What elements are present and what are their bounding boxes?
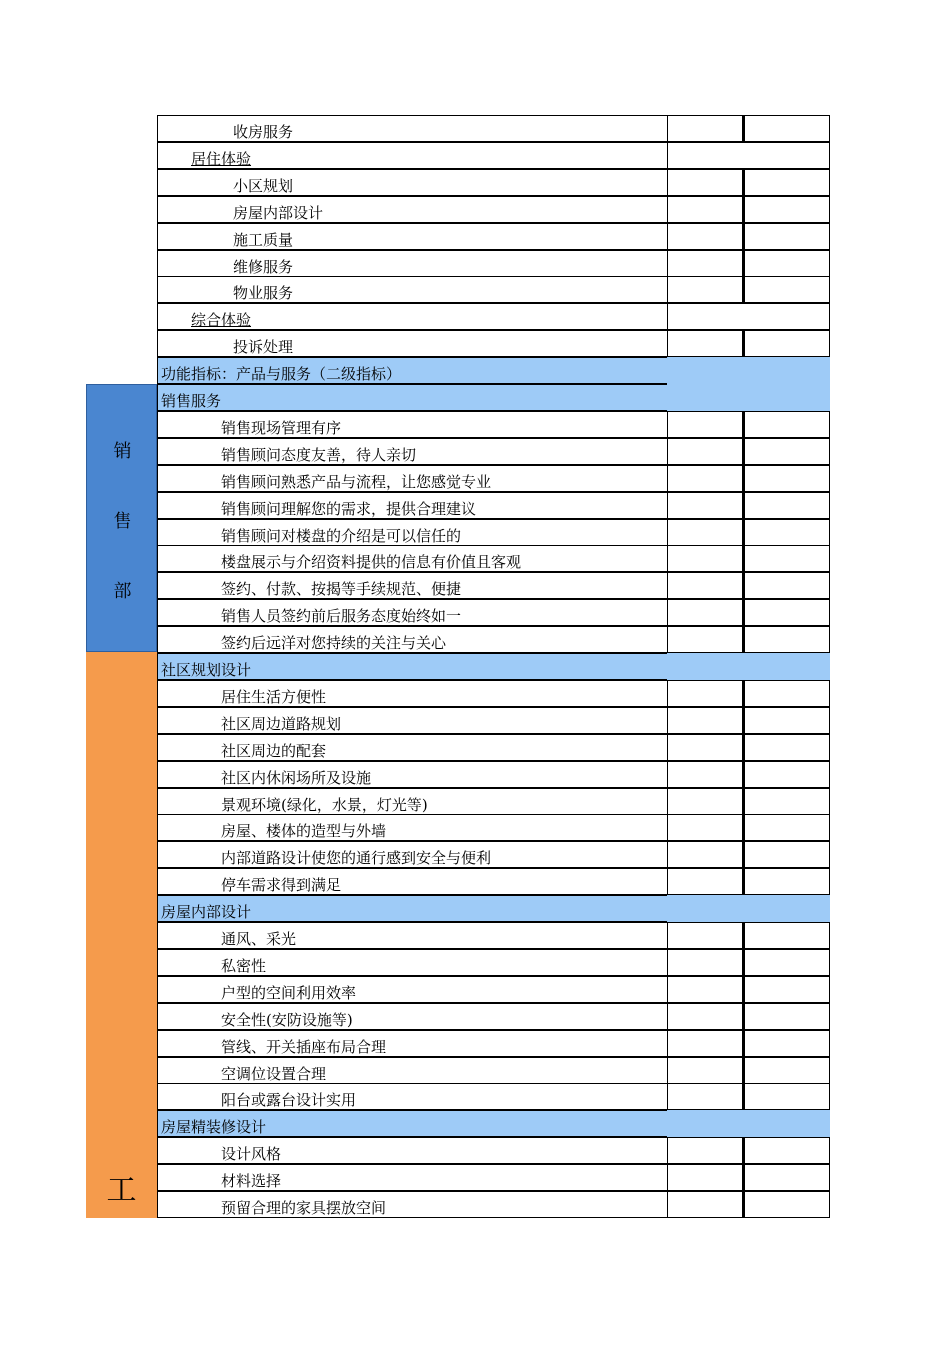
merged-score-cell [667,142,830,169]
score-cell-2[interactable] [743,465,830,492]
table-row [157,895,830,922]
score-cell-2[interactable] [743,707,830,734]
row-label [157,250,667,277]
score-cell-2[interactable] [743,976,830,1003]
row-label [157,169,667,196]
table-row [157,303,830,330]
row-label [157,734,667,761]
row-label [157,492,667,519]
score-cell-2[interactable] [743,1030,830,1057]
score-cell-2[interactable] [743,680,830,707]
row-label [157,1164,667,1191]
table-row [157,599,830,626]
row-label [157,1110,667,1137]
row-label-text: 预留合理的家具摆放空间 [221,1199,387,1217]
row-label [157,814,667,841]
row-label-text: 私密性 [221,957,267,975]
score-cell-1[interactable] [667,438,743,465]
table-row [157,976,830,1003]
score-cell-1[interactable] [667,1191,743,1218]
row-label-text: 投诉处理 [233,338,294,356]
score-cell-2[interactable] [743,1191,830,1218]
merged-score-cell [667,303,830,330]
row-label-text: 物业服务 [233,284,294,302]
score-cell-1[interactable] [667,922,743,949]
row-label-text: 签约后远洋对您持续的关注与关心 [221,634,447,652]
row-label-text: 居住生活方便性 [221,688,327,706]
row-label-text: 施工质量 [233,231,294,249]
table-row [157,814,830,841]
score-cell-1[interactable] [667,465,743,492]
row-label-text: 销售人员签约前后服务态度始终如一 [221,607,462,625]
score-cell-2[interactable] [743,1083,830,1110]
table-row [157,1110,830,1137]
table-row [157,1191,830,1218]
row-label-text: 销售服务 [161,392,222,410]
row-label-text: 房屋内部设计 [161,903,252,921]
row-label [157,1003,667,1030]
score-cell-1[interactable] [667,276,743,303]
row-label [157,411,667,438]
row-label-text: 安全性(安防设施等) [221,1011,353,1029]
score-cell-2[interactable] [743,438,830,465]
score-cell-1[interactable] [667,976,743,1003]
row-label-text: 管线、开关插座布局合理 [221,1038,387,1056]
row-label [157,895,667,922]
row-label-text: 空调位设置合理 [221,1065,327,1083]
table-row [157,115,830,142]
score-cell-2[interactable] [743,330,830,357]
table-row [157,653,830,680]
table-row [157,1083,830,1110]
score-cell-1[interactable] [667,680,743,707]
row-label [157,115,667,142]
score-cell-2[interactable] [743,814,830,841]
score-cell-1[interactable] [667,223,743,250]
row-label-text: 房屋精装修设计 [161,1118,267,1136]
table-row [157,868,830,895]
score-cell-1[interactable] [667,868,743,895]
score-cell-2[interactable] [743,922,830,949]
table-row [157,223,830,250]
row-label-text: 收房服务 [233,123,294,141]
table-row [157,438,830,465]
row-label [157,1083,667,1110]
score-cell-2[interactable] [743,169,830,196]
row-label-text: 销售顾问对楼盘的介绍是可以信任的 [221,527,462,545]
score-cell-1[interactable] [667,1057,743,1084]
merged-score-cell [667,1110,830,1137]
score-cell-1[interactable] [667,788,743,815]
score-cell-1[interactable] [667,599,743,626]
row-label-text: 销售现场管理有序 [221,419,342,437]
table-row [157,250,830,277]
row-label [157,303,667,330]
row-label-text: 社区周边的配套 [221,742,327,760]
row-label [157,626,667,653]
row-label-text: 停车需求得到满足 [221,876,342,894]
row-label [157,572,667,599]
row-label [157,653,667,680]
table-row [157,384,830,411]
row-label-text: 内部道路设计使您的通行感到安全与便利 [221,849,492,867]
table-row [157,922,830,949]
merged-score-cell [667,653,830,680]
score-cell-1[interactable] [667,949,743,976]
table-row [157,841,830,868]
score-cell-2[interactable] [743,115,830,142]
sales-char-3: 部 [113,581,132,602]
table-row [157,572,830,599]
score-cell-1[interactable] [667,814,743,841]
row-label-text: 房屋、楼体的造型与外墙 [221,822,387,840]
merged-score-cell [667,384,830,411]
row-label [157,707,667,734]
table-row [157,276,830,303]
score-cell-2[interactable] [743,492,830,519]
score-cell-2[interactable] [743,949,830,976]
sales-char-1: 销 [113,441,132,462]
score-cell-1[interactable] [667,545,743,572]
table-row [157,492,830,519]
table-row [157,707,830,734]
row-label-text: 楼盘展示与介绍资料提供的信息有价值且客观 [221,553,522,571]
table-row [157,142,830,169]
engineering-char: 工 [106,1173,137,1208]
row-label [157,868,667,895]
score-cell-1[interactable] [667,1137,743,1164]
row-label-text: 房屋内部设计 [233,204,324,222]
score-cell-2[interactable] [743,223,830,250]
row-label [157,1030,667,1057]
score-cell-2[interactable] [743,868,830,895]
row-label-text: 销售顾问熟悉产品与流程，让您感觉专业 [221,473,492,491]
score-cell-2[interactable] [743,276,830,303]
row-label [157,330,667,357]
table-row [157,330,830,357]
score-cell-1[interactable] [667,1164,743,1191]
row-label [157,841,667,868]
score-cell-1[interactable] [667,169,743,196]
score-cell-1[interactable] [667,572,743,599]
sales-char-2: 售 [113,511,132,532]
row-label-text: 社区内休闲场所及设施 [221,769,372,787]
row-label [157,438,667,465]
table-row [157,357,830,384]
score-cell-1[interactable] [667,734,743,761]
row-label [157,922,667,949]
score-cell-1[interactable] [667,761,743,788]
table-row [157,1164,830,1191]
score-cell-2[interactable] [743,626,830,653]
table-row [157,465,830,492]
row-label-text: 签约、付款、按揭等手续规范、便捷 [221,580,462,598]
row-label [157,465,667,492]
row-label-text: 功能指标：产品与服务（二级指标） [161,365,402,383]
row-label [157,276,667,303]
score-cell-2[interactable] [743,1137,830,1164]
score-cell-2[interactable] [743,1164,830,1191]
row-label-text: 销售顾问态度友善，待人亲切 [221,446,417,464]
score-cell-1[interactable] [667,841,743,868]
table-row [157,545,830,572]
row-label [157,680,667,707]
merged-score-cell [667,895,830,922]
score-cell-1[interactable] [667,411,743,438]
row-label-text: 综合体验 [191,311,252,329]
table-row [157,949,830,976]
row-label-text: 景观环境(绿化，水景，灯光等) [221,796,428,814]
row-label [157,976,667,1003]
score-cell-2[interactable] [743,1057,830,1084]
score-cell-2[interactable] [743,841,830,868]
score-cell-2[interactable] [743,250,830,277]
score-cell-2[interactable] [743,519,830,546]
table-row [157,1030,830,1057]
engineering-department-band [86,652,157,1218]
score-cell-1[interactable] [667,626,743,653]
table-row [157,1057,830,1084]
score-cell-1[interactable] [667,492,743,519]
row-label [157,1191,667,1218]
score-cell-2[interactable] [743,761,830,788]
row-label [157,1137,667,1164]
table-row [157,680,830,707]
table-row [157,411,830,438]
score-cell-1[interactable] [667,707,743,734]
score-cell-2[interactable] [743,599,830,626]
row-label [157,788,667,815]
row-label [157,761,667,788]
row-label-text: 材料选择 [221,1172,282,1190]
table-row [157,519,830,546]
table-row [157,734,830,761]
row-label [157,142,667,169]
table-row [157,169,830,196]
row-label-text: 社区周边道路规划 [221,715,342,733]
row-label [157,196,667,223]
score-cell-1[interactable] [667,330,743,357]
score-cell-2[interactable] [743,788,830,815]
row-label [157,599,667,626]
score-cell-1[interactable] [667,115,743,142]
row-label-text: 设计风格 [221,1145,282,1163]
sales-department-band [86,384,157,652]
row-label-text: 户型的空间利用效率 [221,984,357,1002]
table-row [157,626,830,653]
row-label-text: 通风、采光 [221,930,297,948]
score-cell-1[interactable] [667,1030,743,1057]
row-label [157,384,667,411]
score-cell-2[interactable] [743,572,830,599]
score-cell-1[interactable] [667,250,743,277]
row-label [157,545,667,572]
row-label-text: 阳台或露台设计实用 [221,1091,357,1109]
row-label-text: 居住体验 [191,150,252,168]
table-row [157,1137,830,1164]
row-label [157,223,667,250]
score-cell-2[interactable] [743,734,830,761]
score-cell-1[interactable] [667,196,743,223]
score-cell-2[interactable] [743,1003,830,1030]
score-cell-1[interactable] [667,1083,743,1110]
table-row [157,788,830,815]
row-label [157,949,667,976]
table-row [157,761,830,788]
row-label-text: 小区规划 [233,177,294,195]
score-cell-2[interactable] [743,411,830,438]
score-cell-1[interactable] [667,1003,743,1030]
row-label-text: 社区规划设计 [161,661,252,679]
table-row [157,196,830,223]
score-cell-1[interactable] [667,519,743,546]
row-label [157,357,667,384]
row-label-text: 维修服务 [233,258,294,276]
score-cell-2[interactable] [743,196,830,223]
row-label-text: 销售顾问理解您的需求，提供合理建议 [221,500,477,518]
table-row [157,1003,830,1030]
row-label [157,519,667,546]
row-label [157,1057,667,1084]
score-cell-2[interactable] [743,545,830,572]
